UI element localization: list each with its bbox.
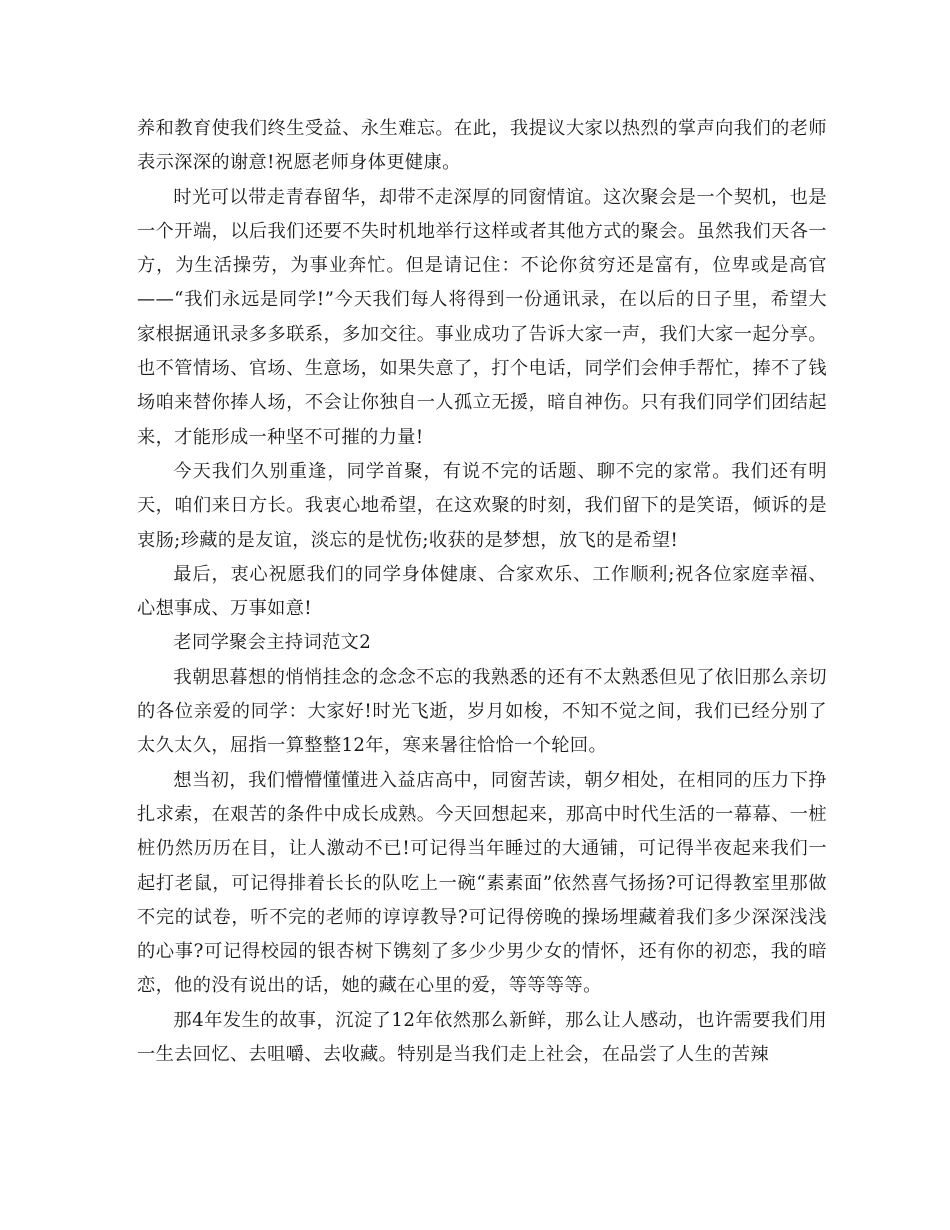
paragraph: 时光可以带走青春留华，却带不走深厚的同窗情谊。这次聚会是一个契机，也是一个开端，以后我们还要不失时机地举行这样或者其他方式的聚会。虽然我们天各一方，为生活操劳，为事业奔忙。但是请记住：不论你贫穷还是富有，位卑或是高官——“我们永远是同学!”今天我们每人将得到一份通讯录，在以后的日子里，希望大家根据通讯录多多联系，多加交往。事业成功了告诉大家一声，我们大家一起分享。也不管情场、官场、生意场，如果失意了，打个电话，同学们会伸手帮忙，捧不了钱场咱来替你捧人场，不会让你独自一人孤立无援，暗自神伤。只有我们同学们团结起来，才能形成一种坚不可摧的力量! xyxy=(137,186,827,448)
paragraph: 想当初，我们懵懵懂懂进入益店高中，同窗苦读，朝夕相处，在相同的压力下挣扎求索，在艰苦的条件中成长成熟。今天回想起来，那高中时代生活的一幕幕、一桩桩仍然历历在目，让人激动不已!可记得当年睡过的大通铺，可记得半夜起来我们一起打老鼠，可记得排着长长的队吃上一碗“素素面”依然喜气扬扬?可记得教室里那做不完的试卷，听不完的老师的谆谆教导?可记得傍晚的操场埋藏着我们多少深深浅浅的心事?可记得校园的银杏树下镌刻了多少少男少女的情怀，还有你的初恋，我的暗恋，他的没有说出的话，她的藏在心里的爱，等等等等。 xyxy=(137,769,827,997)
paragraph: 今天我们久别重逢，同学首聚，有说不完的话题、聊不完的家常。我们还有明天，咱们来日方长。我衷心地希望，在这欢聚的时刻，我们留下的是笑语，倾诉的是衷肠;珍藏的是友谊，淡忘的是忧伤;收获的是梦想，放飞的是希望! xyxy=(137,460,827,551)
paragraph: 那4年发生的故事，沉淀了12年依然那么新鲜，那么让人感动，也许需要我们用一生去回忆、去咀嚼、去收藏。特别是当我们走上社会，在品尝了人生的苦辣 xyxy=(137,1009,827,1066)
paragraph-continuation: 养和教育使我们终生受益、永生难忘。在此，我提议大家以热烈的掌声向我们的老师表示深深的谢意!祝愿老师身体更健康。 xyxy=(137,118,827,174)
section-heading: 老同学聚会主持词范文2 xyxy=(173,632,372,654)
paragraph: 最后，衷心祝愿我们的同学身体健康、合家欢乐、工作顺利;祝各位家庭幸福、心想事成、万事如意! xyxy=(137,563,827,620)
document-page xyxy=(137,112,827,1072)
paragraph: 我朝思暮想的悄悄挂念的念念不忘的我熟悉的还有不太熟悉但见了依旧那么亲切的各位亲爱的同学：大家好!时光飞逝，岁月如梭，不知不觉之间，我们已经分别了太久太久，屈指一算整整12年，寒来暑往恰恰一个轮回。 xyxy=(137,666,827,757)
